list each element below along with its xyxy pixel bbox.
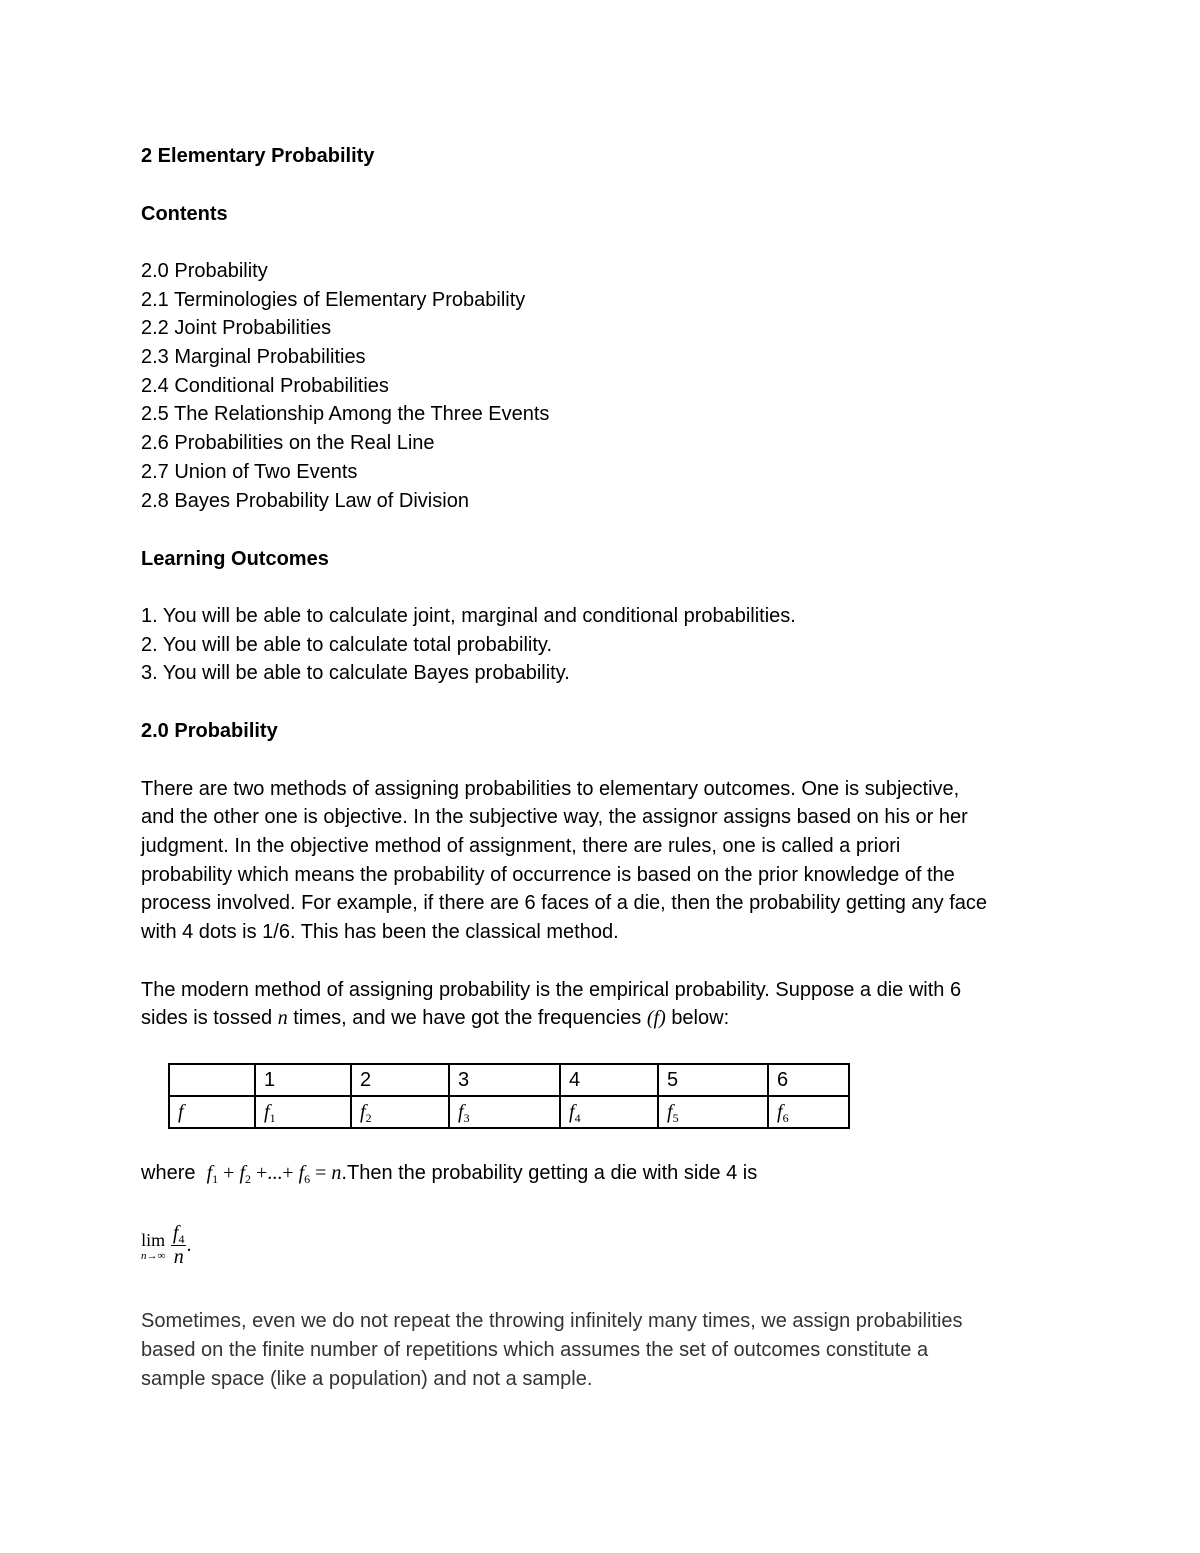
contents-item: 2.4 Conditional Probabilities [141, 375, 389, 397]
equation-line [141, 1162, 757, 1185]
table-cell: $f_5$ [658, 1096, 768, 1128]
paragraph-line: There are two methods of assigning probabilities to elementary outcomes. One is subjective, [141, 778, 960, 800]
table-row [169, 1096, 849, 1128]
table-cell: $f_3$ [449, 1096, 560, 1128]
paragraph-line: process involved. For example, if there are 6 faces of a die, then the probability getting any face [141, 892, 988, 914]
table-cell: 1 [255, 1064, 351, 1096]
frequency-table [168, 1063, 850, 1129]
outcome-item: 3. You will be able to calculate Bayes probability. [141, 662, 570, 684]
variable-n: n [277, 1007, 288, 1029]
equation: $f_1 + f_2$ +...+ $f_6 = n$ [206, 1162, 342, 1186]
paragraph-line: with 4 dots is 1/6. This has been the classical method. [141, 921, 619, 943]
paragraph-line: based on the finite number of repetitions which assumes the set of outcomes constitute a [141, 1339, 929, 1361]
paragraph-line: judgment. In the objective method of assignment, there are rules, one is called a priori [141, 835, 901, 857]
paragraph-line: probability which means the probability of occurrence is based on the prior knowledge of the [141, 864, 955, 886]
table-cell [169, 1064, 255, 1096]
outcome-item: 2. You will be able to calculate total probability. [141, 634, 553, 656]
table-cell: $f_1$ [255, 1096, 351, 1128]
text-fragment: times, and we have got the frequencies [293, 1007, 642, 1029]
table-cell: $f_4$ [560, 1096, 658, 1128]
text-fragment: sides is tossed [141, 1007, 273, 1029]
section-heading: 2.0 Probability [141, 720, 278, 742]
contents-item: 2.1 Terminologies of Elementary Probability [141, 289, 526, 311]
fraction-numerator: $f_4$ [172, 1222, 185, 1246]
document-title: 2 Elementary Probability [141, 145, 375, 167]
paragraph-line: sample space (like a population) and not a sample. [141, 1368, 593, 1390]
table-cell: 6 [768, 1064, 849, 1096]
table-cell: 4 [560, 1064, 658, 1096]
period: . [186, 1233, 192, 1256]
table-cell: 3 [449, 1064, 560, 1096]
contents-item: 2.2 Joint Probabilities [141, 317, 332, 339]
contents-item: 2.5 The Relationship Among the Three Events [141, 403, 550, 425]
fraction [171, 1222, 187, 1269]
text-fragment: where [141, 1162, 196, 1184]
paragraph-line: The modern method of assigning probability is the empirical probability. Suppose a die with 6 [141, 979, 962, 1001]
text-fragment: .Then the probability getting a die with side 4 is [341, 1162, 758, 1184]
outcome-item: 1. You will be able to calculate joint, marginal and conditional probabilities. [141, 605, 796, 627]
table-cell: f [169, 1096, 255, 1128]
table-cell: $f_6$ [768, 1096, 849, 1128]
learning-outcomes-heading: Learning Outcomes [141, 548, 329, 570]
paragraph-line [141, 1007, 729, 1030]
contents-item: 2.3 Marginal Probabilities [141, 346, 366, 368]
fraction-denominator: n [173, 1246, 184, 1268]
contents-heading: Contents [141, 203, 228, 225]
limit-formula [141, 1222, 191, 1269]
contents-item: 2.7 Union of Two Events [141, 461, 358, 483]
lim-subscript: n→∞ [141, 1250, 166, 1262]
text-fragment: below: [671, 1007, 730, 1029]
lim-word: lim [141, 1230, 166, 1250]
paragraph-line: and the other one is objective. In the subjective way, the assignor assigns based on his or her [141, 806, 968, 828]
table-cell: $f_2$ [351, 1096, 449, 1128]
table-header-row [169, 1064, 849, 1096]
contents-item: 2.6 Probabilities on the Real Line [141, 432, 435, 454]
table-cell: 5 [658, 1064, 768, 1096]
contents-item: 2.0 Probability [141, 260, 268, 282]
paragraph-line: Sometimes, even we do not repeat the throwing infinitely many times, we assign probabilities [141, 1310, 963, 1332]
table-cell: 2 [351, 1064, 449, 1096]
variable-f: (f) [646, 1007, 666, 1029]
contents-item: 2.8 Bayes Probability Law of Division [141, 490, 469, 512]
